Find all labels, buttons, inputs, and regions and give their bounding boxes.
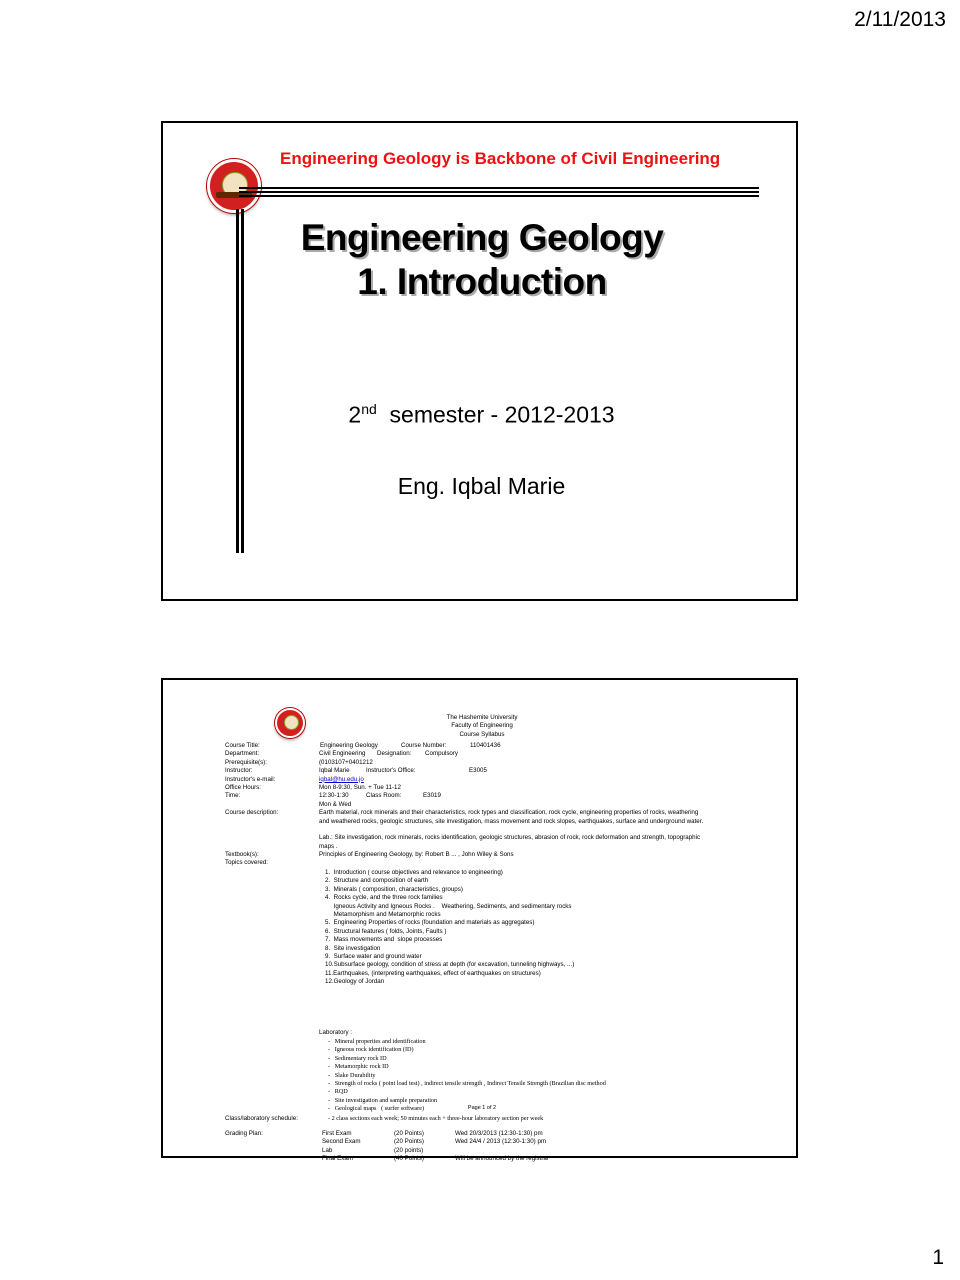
vrule-2 <box>241 209 244 553</box>
rule-1 <box>239 187 759 189</box>
topic-item: 2. Structure and composition of earth <box>325 877 429 885</box>
schedule-label: Class/laboratory schedule: <box>225 1115 298 1122</box>
vrule-1 <box>236 209 239 553</box>
topic-item: 4. Rocks cycle, and the three rock families <box>325 894 443 902</box>
lab-item: - Strength of rocks ( point load test) , indirect tensile strength , Indirect Tensile Strength (Brazilian disc method <box>328 1080 606 1088</box>
lab-item: - Igneous rock identification (ID) <box>328 1046 414 1054</box>
grading-name: Final Exam <box>322 1155 353 1163</box>
topic-item: 7. Mass movements and slope processes <box>325 936 443 944</box>
rule-2 <box>239 191 759 193</box>
grading-label: Grading Plan: <box>225 1130 263 1137</box>
topic-item: 9. Surface water and ground water <box>325 953 422 961</box>
topic-item: 3. Minerals ( composition, characteristics, groups) <box>325 885 463 893</box>
lab-item: - Geological maps ( surfer software) <box>328 1105 425 1113</box>
topic-item: 6. Structural features ( folds, Joints, Faults ) <box>325 927 447 935</box>
lab-item: - Slake Durability <box>328 1071 376 1079</box>
lab-list <box>328 1038 606 1114</box>
topic-item: Igneous Activity and Igneous Rocks . Weathering, Sediments, and sedimentary rocks <box>325 902 572 910</box>
grading-name: Second Exam <box>322 1138 361 1146</box>
lab-heading: Laboratory : <box>319 1029 353 1036</box>
semester: 2nd semester - 2012-2013 <box>348 401 615 428</box>
grading-when: Wed 24/4 / 2013 (12:30-1:30) pm <box>455 1138 547 1146</box>
lab-item: - Site investigation and sample preparation <box>328 1096 438 1104</box>
lab-item: - Mineral properties and identification <box>328 1038 426 1045</box>
topic-item: 5. Engineering Properties of rocks (foundation and materials as aggregates) <box>325 919 535 927</box>
university-logo-small-icon <box>275 708 305 738</box>
grading-when: Will be announced by the registrar <box>455 1155 549 1163</box>
grading-when: Wed 20/3/2013 (12:30-1:30) pm <box>455 1130 543 1137</box>
lab-item: - RQD <box>328 1088 348 1096</box>
author: Eng. Iqbal Marie <box>397 473 566 499</box>
grading-points: (20 Points) <box>394 1138 424 1146</box>
topic-item: 12.Geology of Jordan <box>325 978 385 986</box>
page-number: 1 <box>932 1246 944 1269</box>
topic-item: 11.Earthquakes, (interpreting earthquakes, effect of earthquakes on structures) <box>325 969 541 977</box>
slide-title <box>161 121 798 601</box>
grading-points: (20 points) <box>394 1146 424 1154</box>
syllabus-header: The Hashemite University Faculty of Engineering Course Syllabus <box>446 714 518 738</box>
topic-item: 1. Introduction ( course objectives and relevance to engineering) <box>325 869 503 876</box>
topic-item: Metamorphism and Metamorphic rocks <box>325 911 441 919</box>
grading-name: First Exam <box>322 1130 352 1137</box>
grading-points: (20 Points) <box>394 1130 424 1137</box>
university-logo-icon <box>207 159 261 213</box>
topics-list <box>325 869 574 987</box>
lab-item: - Sedimentary rock ID <box>328 1054 387 1062</box>
grading-name: Lab <box>322 1146 333 1154</box>
print-date: 2/11/2013 <box>854 8 946 31</box>
topic-item: 10.Subsurface geology, condition of stress at depth (for excavation, tunneling highways, ...) <box>325 961 575 969</box>
slide-title-line2: 1. Introduction <box>357 261 607 302</box>
syllabus-page-footer: Page 1 of 2 <box>467 1105 497 1111</box>
syllabus-body: Course Title: Engineering Geology Course Number: 110401436 Department: Civil Engineering Designation: Compulsory Prerequisite(s): (0103107+0401212 Instructor: Iqbal Marie Instructor's Office: E3005 Instructor's e-mail: iqbal@hu.edu.jo Office Hours: Mon 8-9:30, Sun. + Tue 11-12 Time: 12:30-1:30 Class Room: E3019 Mon & Wed Course description: Earth material, rock minerals and their characteristics, rock types and classification, rock cycle, engineering properties of rocks, weathering and weathered rocks, geologic structures, site investigation, mass movement and rock slopes, earthquakes, surface and underground water. Lab.: Site investigation, rock minerals, rocks identification, geologic structures, abrasion of rock, rock deformation and strength, topographic maps . Textbook(s): Principles of Engineering Geology, by: Robert B ... , John Wiley & Sons Topics covered: 1. Introduction ( course objectives and relevance to engineering) 2. Structure and composition of earth 3. Minerals ( composition, characteristics, groups) 4. Rocks cycle, and the three rock families Igneous Activity and Igneous Rocks . Weathering, Sediments, and sedimentary rocks Metamorphism and Metamorphic rocks 5. Engineering Properties of rocks (foundation and materials as aggregates) 6. Structural features ( folds, Joints, Faults ) 7. Mass movements and slope processes 8. Site investigation 9. Surface water and ground water 10.Subsurface geology, condition of stress at depth (for excavation, tunneling highways, ...) 11.Earthquakes, (interpreting earthquakes, effect of earthquakes on structures) 12.Geology of Jordan Laboratory : - Mineral properties and identification - Igneous rock identification (ID) - Sedimentary rock ID - Metamorphic rock ID - Slake Durability - Strength of rocks ( point load test) , indirect tensile strength , Indirect Tensile Strength (Brazilian disc method - RQD - Site investigation and sample preparation - Geological maps ( surfer software) Class/laboratory schedule: - 2 class sections each week; 50 minutes each + three-hour laboratory section per week Grading Plan: First Exam (20 Points) Wed 20/3/2013 (12:30-1:30) pm Second Exam (20 Points) Wed 24/4 / 2013 (12:30-1:30) pm Lab (20 points) Final Exam (40 Points) Will be announced by the registrar <box>225 742 704 1163</box>
rule-3 <box>239 195 759 197</box>
grading-points: (40 Points) <box>394 1155 424 1163</box>
email-link[interactable]: iqbal@hu.edu.jo <box>319 775 364 783</box>
slide-title-line1: Engineering Geology <box>300 217 664 258</box>
slide-syllabus <box>161 678 798 1163</box>
slide-banner: Engineering Geology is Backbone of Civil Engineering <box>280 149 721 168</box>
topic-item: 8. Site investigation <box>325 944 381 952</box>
schedule: - 2 class sections each week; 50 minutes each + three-hour laboratory section per week <box>328 1115 544 1122</box>
lab-item: - Metamorphic rock ID <box>328 1063 389 1071</box>
